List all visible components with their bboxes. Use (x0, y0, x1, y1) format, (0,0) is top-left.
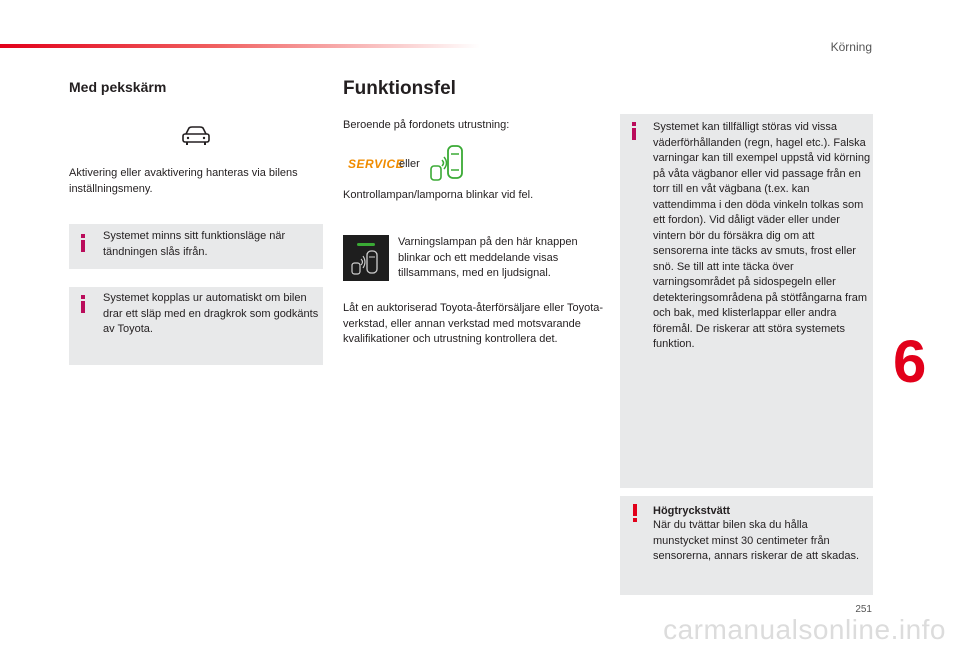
touchscreen-paragraph: Aktivering eller avaktivering hanteras via bilens inställningsmeny. (69, 167, 298, 195)
info-box-trailer (69, 287, 323, 365)
equipment-paragraph: Beroende på fordonets utrustning: (343, 119, 510, 131)
dashboard-button-icon (343, 235, 389, 281)
blind-spot-warning-icon (428, 144, 468, 182)
watermark: carmanualsonline.info (663, 614, 946, 645)
car-front-icon (181, 125, 211, 147)
warning-text: När du tvättar bilen ska du hålla munstycket minst 30 centimeter från sensorerna, annars riskerar de att skadas. (653, 519, 860, 562)
section-heading-touchscreen: Med pekskärm (69, 79, 167, 95)
button-lamp-paragraph: Varningslampan på den här knappen blinkar och ett meddelande visas tillsammans, med en ljudsignal. (398, 236, 578, 279)
warning-box-pressure-wash (620, 496, 873, 595)
info-text: Systemet kopplas ur automatiskt om bilen drar ett släp med en dragkrok som godkänts av Toyota. (103, 292, 319, 335)
dealer-paragraph: Låt en auktoriserad Toyota-återförsäljare eller Toyota-verkstad, eller annan verkstad med motsvarande kvalifikationer och utrustning kontrollera det. (343, 302, 604, 345)
chapter-number: 6 (893, 328, 927, 395)
info-text: Systemet minns sitt funktionsläge när tändningen slås ifrån. (103, 230, 286, 258)
info-box-memory (69, 224, 323, 269)
chapter-color-bar (0, 44, 480, 48)
info-text: Systemet kan tillfälligt störas vid vissa väderförhållanden (regn, hagel etc.). Falska varningar kan till exempel uppstå vid körning på våta vägbanor eller vid passage från en torr till en våt vägbana (t.ex. kan vattendimma i den döda vinkeln tolkas som ett fordon). Vid dåligt väder eller under vintern bör du försäkra dig om att sensorerna inte täcks av smuts, frost eller snö. Se till att inte täcka över varningsområdet på sidospegeln eller detekteringsområdena på stötfångarna fram och bak, med klisterlappar eller andra föremål. De riskerar att störa systemets funktion. (653, 121, 871, 350)
section-heading-malfunction: Funktionsfel (343, 78, 456, 99)
lamp-flash-paragraph: Kontrollampan/lamporna blinkar vid fel. (343, 189, 534, 201)
or-label: eller (399, 158, 420, 170)
warning-title: Högtryckstvätt (653, 505, 731, 517)
info-box-weather (620, 114, 873, 488)
page-number: 251 (855, 604, 872, 615)
service-warning-icon: SERVICE (348, 157, 405, 171)
chapter-label: Körning (830, 40, 872, 54)
